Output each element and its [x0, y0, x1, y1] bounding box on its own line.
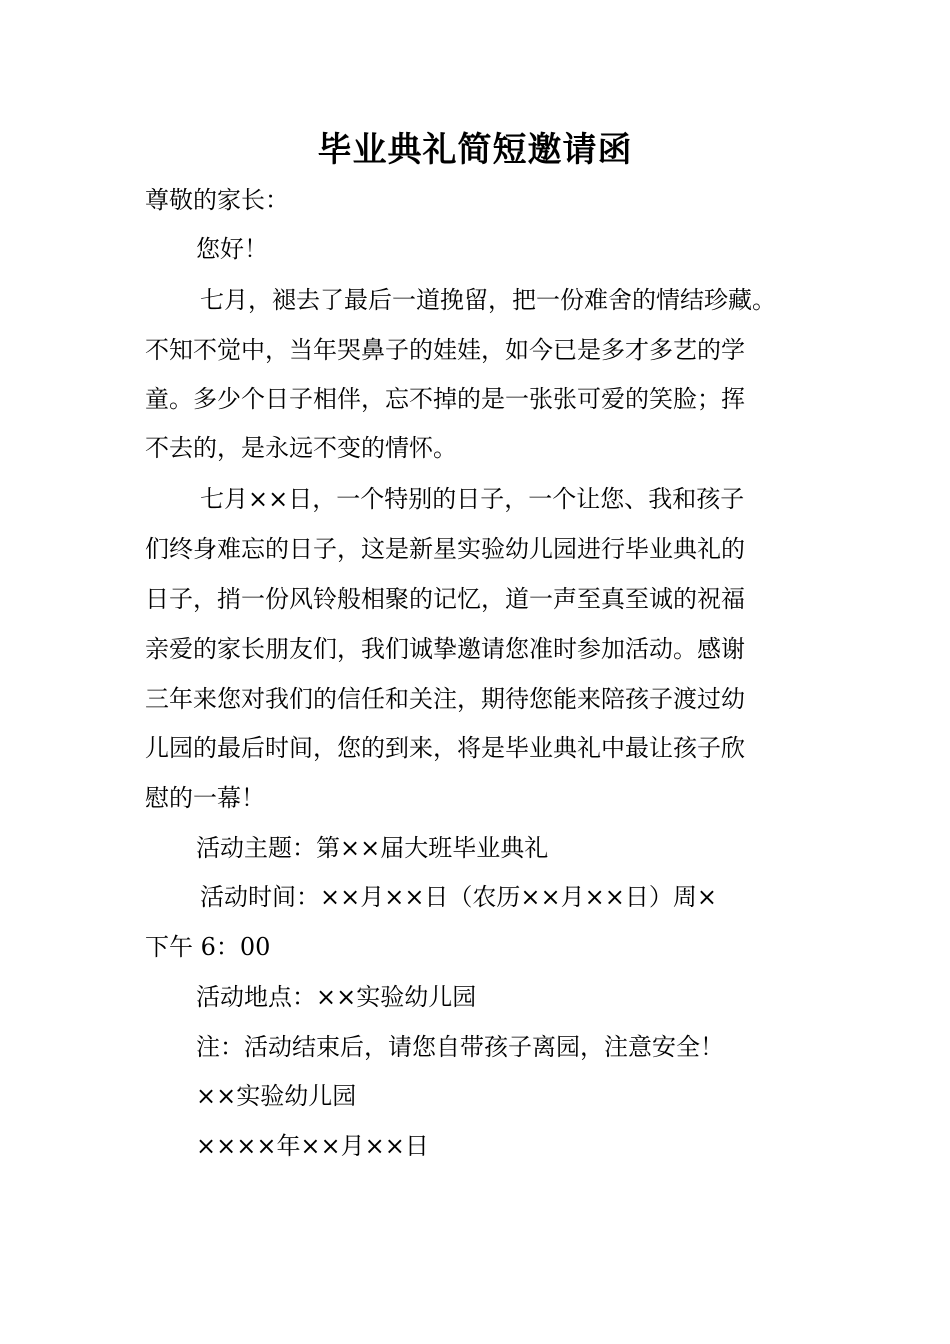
activity-place: 活动地点：××实验幼儿园: [196, 983, 477, 1011]
salutation: 尊敬的家长：: [145, 186, 289, 214]
activity-theme: 活动主题：第××届大班毕业典礼: [196, 834, 549, 862]
paragraph2-line: 三年来您对我们的信任和关注，期待您能来陪孩子渡过幼: [145, 685, 745, 713]
signature-org: ××实验幼儿园: [196, 1082, 357, 1110]
paragraph2-line: 慰的一幕！: [145, 784, 265, 812]
paragraph1-line: 七月，褪去了最后一道挽留，把一份难舍的情结珍藏。: [200, 286, 776, 314]
paragraph2-line: 儿园的最后时间，您的到来，将是毕业典礼中最让孩子欣: [145, 734, 745, 762]
document-title: 毕业典礼简短邀请函: [317, 130, 633, 170]
paragraph2-line: 亲爱的家长朋友们，我们诚挚邀请您准时参加活动。感谢: [145, 635, 745, 663]
activity-time-continued: 下午 6：00: [145, 933, 271, 961]
signature-date: ××××年××月××日: [196, 1132, 429, 1160]
activity-note: 注：活动结束后，请您自带孩子离园，注意安全！: [196, 1033, 724, 1061]
paragraph2-line: 们终身难忘的日子，这是新星实验幼儿园进行毕业典礼的: [145, 535, 745, 563]
activity-time: 活动时间：××月××日（农历××月××日）周×: [200, 883, 717, 911]
paragraph1-line: 不知不觉中，当年哭鼻子的娃娃，如今已是多才多艺的学: [145, 336, 745, 364]
paragraph2-line: 七月××日，一个特别的日子，一个让您、我和孩子: [200, 485, 745, 513]
paragraph1-line: 童。多少个日子相伴，忘不掉的是一张张可爱的笑脸；挥: [145, 385, 745, 413]
paragraph1-line: 不去的，是永远不变的情怀。: [145, 434, 457, 462]
paragraph2-line: 日子，捎一份风铃般相聚的记忆，道一声至真至诚的祝福: [145, 585, 745, 613]
greeting: 您好！: [196, 235, 268, 263]
